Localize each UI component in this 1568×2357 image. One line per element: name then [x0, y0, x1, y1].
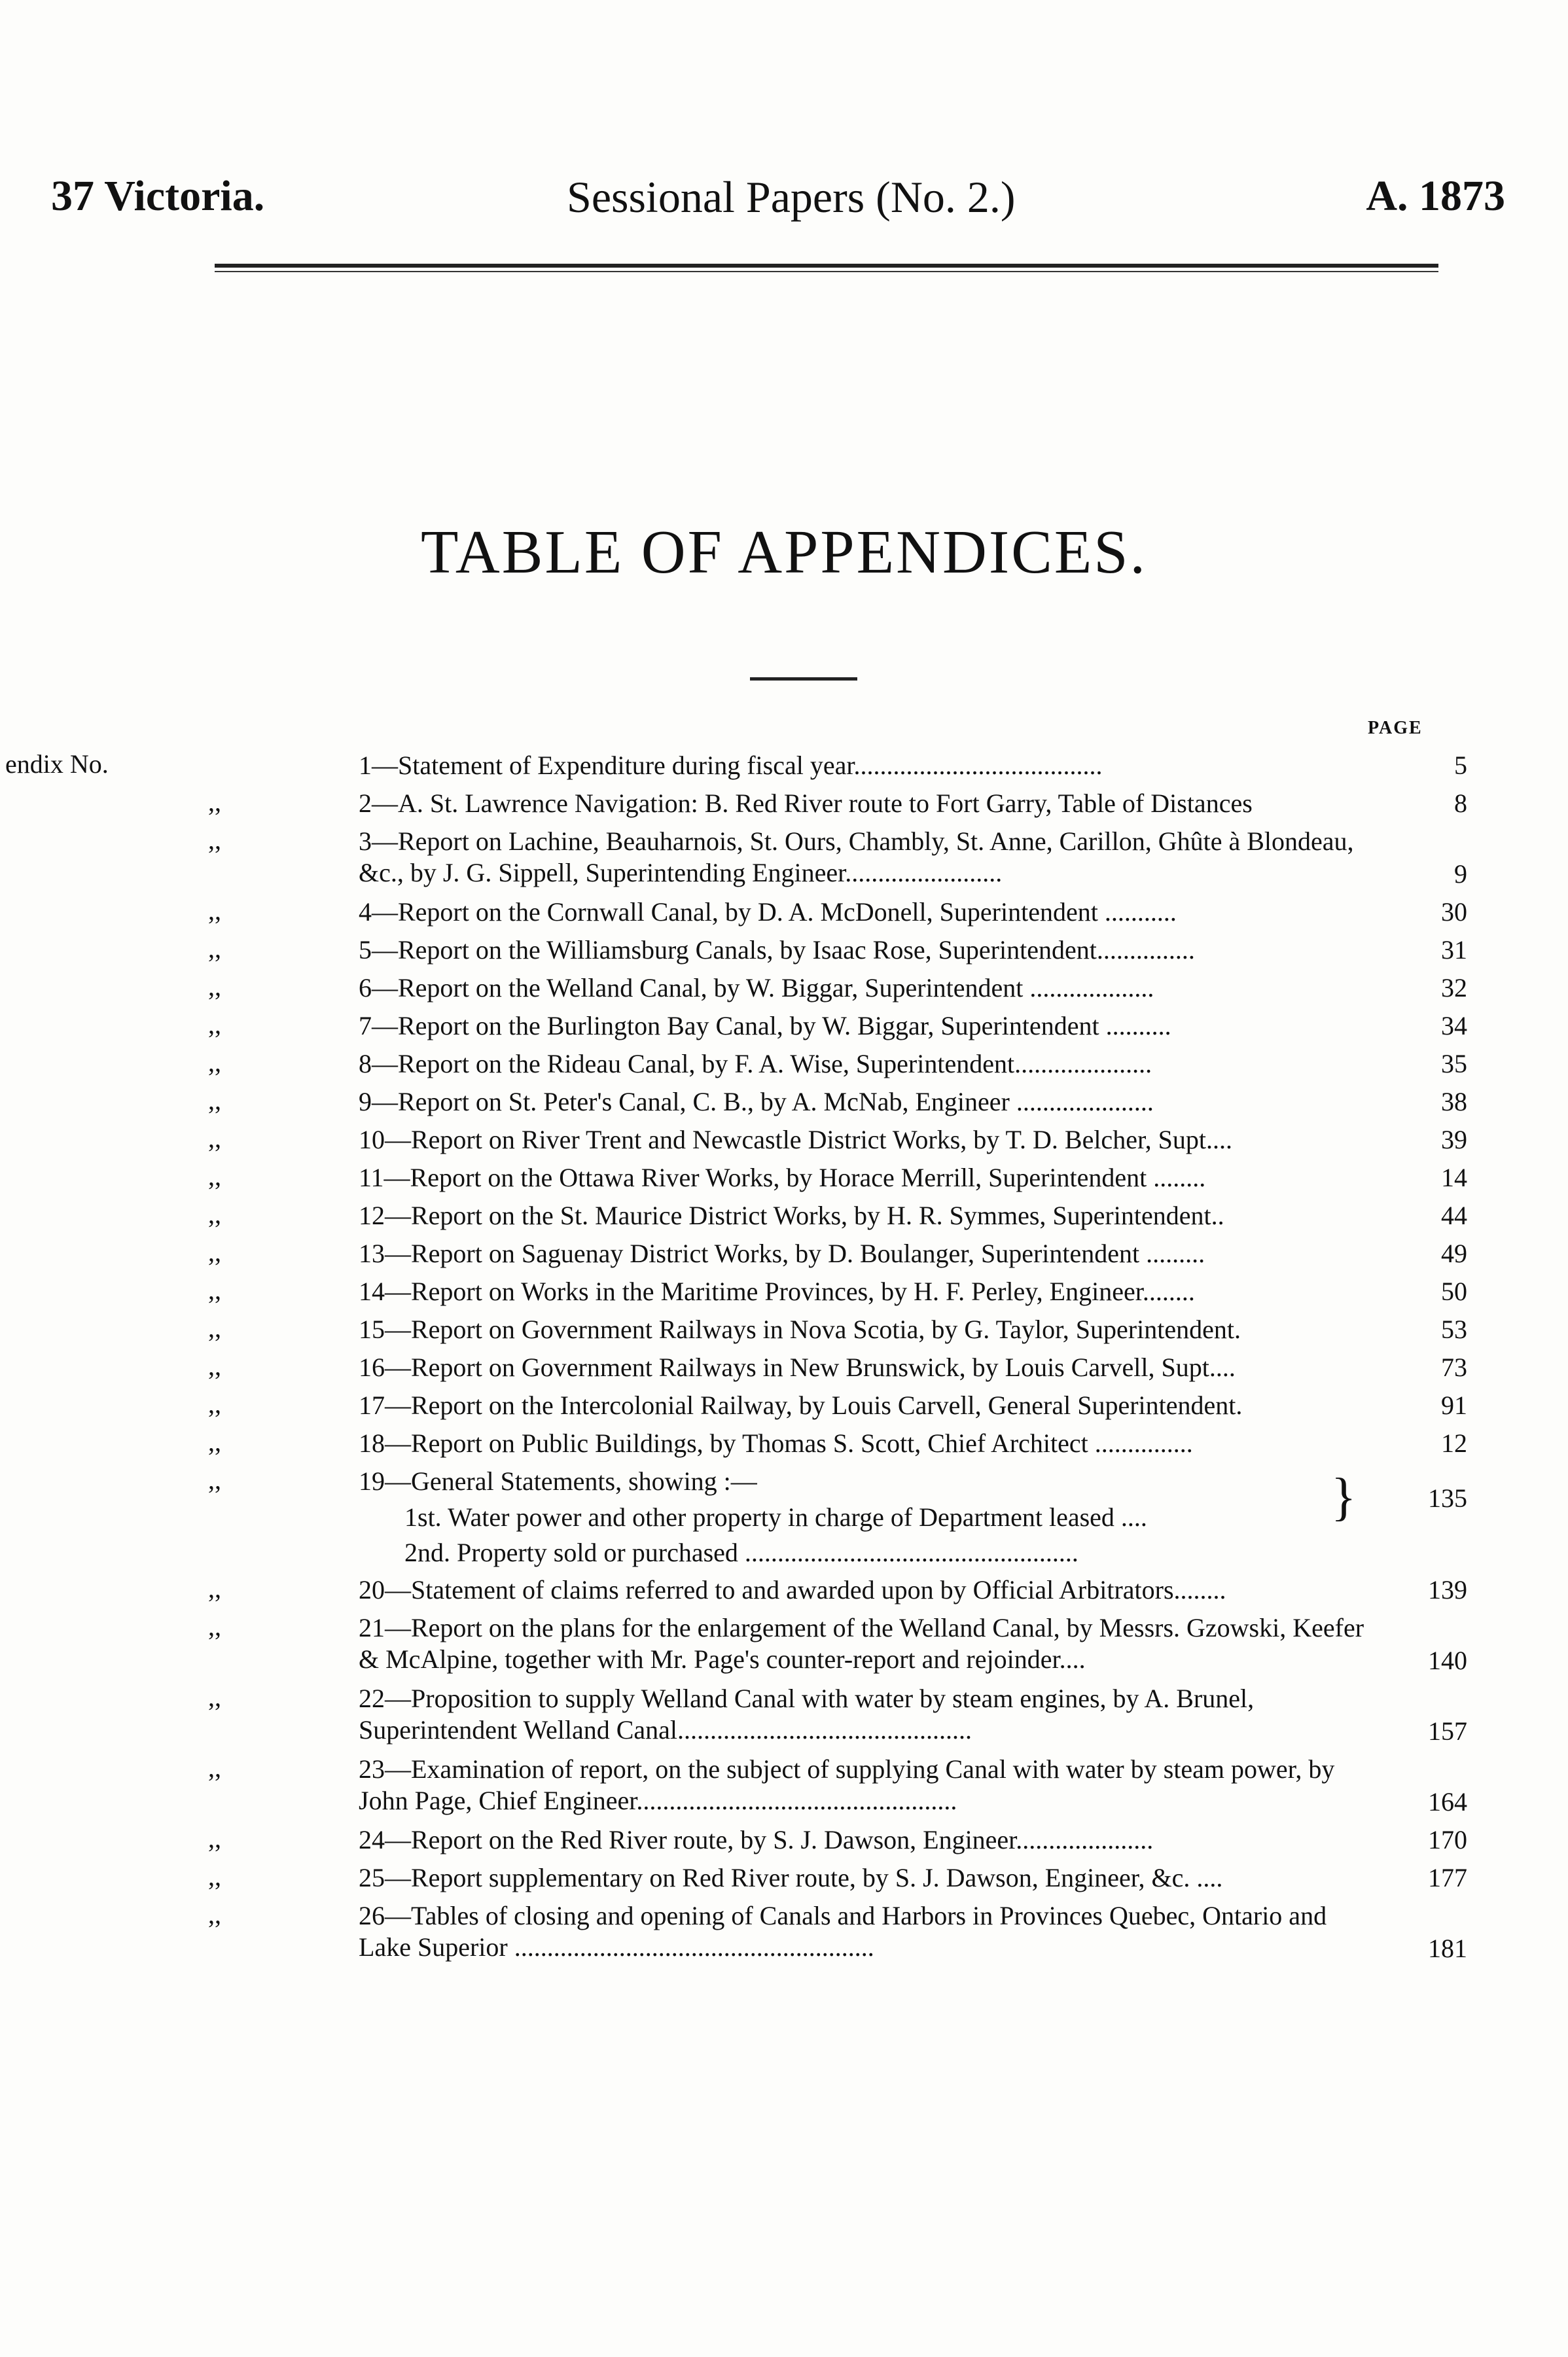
- entry-text: 19—General Statements, showing :—: [359, 1466, 757, 1496]
- appendix-entry: [0, 1196, 1568, 1234]
- ditto-mark: ,,: [208, 1682, 221, 1712]
- entry-page: 32: [1441, 973, 1467, 1002]
- entry-text: 3—Report on Lachine, Beauharnois, St. Ours, Chambly, St. Anne, Carillon, Ghûte à Blondeau, &c., by J. G. Sippell, Superintending Engineer........................: [359, 826, 1354, 887]
- entry-page: 38: [1441, 1087, 1467, 1116]
- entry-page: 34: [1441, 1011, 1467, 1040]
- appendix-entry: [0, 746, 1568, 784]
- entry-page: 53: [1441, 1315, 1467, 1344]
- entry-text: 6—Report on the Welland Canal, by W. Biggar, Superintendent ...................: [359, 973, 1154, 1002]
- header-rule: [215, 264, 1438, 268]
- entry-text: 10—Report on River Trent and Newcastle District Works, by T. D. Belcher, Supt....: [359, 1125, 1233, 1154]
- entry-page: 12: [1441, 1428, 1467, 1458]
- ditto-mark: ,,: [208, 1086, 221, 1115]
- entry-text: 1—Statement of Expenditure during fiscal year......................................: [359, 751, 1103, 780]
- entry-page: 181: [1428, 1934, 1467, 1963]
- header-papers: Sessional Papers (No. 2.): [567, 172, 1016, 222]
- entry-text: 12—Report on the St. Maurice District Works, by H. R. Symmes, Superintendent..: [359, 1201, 1224, 1230]
- ditto-mark: ,,: [208, 1313, 221, 1343]
- ditto-mark: ,,: [208, 825, 221, 855]
- ditto-mark: ,,: [208, 1427, 221, 1457]
- appendix-prefix: endix No.: [5, 749, 109, 779]
- ditto-mark: ,,: [208, 1900, 221, 1929]
- entry-page: 39: [1441, 1125, 1467, 1154]
- entry-page: 49: [1441, 1239, 1467, 1268]
- appendix-entry: [0, 1858, 1568, 1896]
- appendix-entry: [0, 1158, 1568, 1196]
- ditto-mark: ,,: [208, 1574, 221, 1603]
- sub-entries-page: 135: [1428, 1483, 1467, 1513]
- appendix-entry: [0, 1570, 1568, 1608]
- appendix-entry: [0, 1386, 1568, 1424]
- header-year: A. 1873: [1366, 172, 1505, 220]
- appendix-list: [0, 746, 1568, 1967]
- appendix-entry: [0, 1750, 1568, 1820]
- entry-text: 16—Report on Government Railways in New Brunswick, by Louis Carvell, Supt....: [359, 1353, 1236, 1382]
- page-header: [0, 171, 1568, 230]
- entry-page: 50: [1441, 1277, 1467, 1306]
- appendix-entry: [0, 1082, 1568, 1120]
- appendix-entry: [0, 968, 1568, 1006]
- entry-page: 14: [1441, 1163, 1467, 1192]
- entry-page: 139: [1428, 1575, 1467, 1604]
- page-column-label: PAGE: [1368, 718, 1423, 738]
- entry-text: 20—Statement of claims referred to and awarded upon by Official Arbitrators........: [359, 1575, 1226, 1604]
- entry-text: 24—Report on the Red River route, by S. J. Dawson, Engineer.....................: [359, 1825, 1154, 1854]
- ditto-mark: ,,: [208, 972, 221, 1001]
- entry-page: 31: [1441, 935, 1467, 965]
- entry-text: 15—Report on Government Railways in Nova Scotia, by G. Taylor, Superintendent.: [359, 1315, 1241, 1344]
- entry-text: 14—Report on Works in the Maritime Provinces, by H. F. Perley, Engineer........: [359, 1277, 1195, 1306]
- entry-page: 91: [1441, 1391, 1467, 1420]
- appendix-entry: [0, 1896, 1568, 1967]
- entry-text: 4—Report on the Cornwall Canal, by D. A. McDonell, Superintendent ...........: [359, 897, 1177, 927]
- entry-page: 35: [1441, 1049, 1467, 1078]
- appendix-entry: [0, 1310, 1568, 1348]
- ditto-mark: ,,: [208, 1237, 221, 1267]
- entry-page: 157: [1428, 1716, 1467, 1746]
- entry-page: 9: [1454, 859, 1467, 889]
- entry-text: 5—Report on the Williamsburg Canals, by Isaac Rose, Superintendent...............: [359, 935, 1195, 965]
- ditto-mark: ,,: [208, 1824, 221, 1853]
- ditto-mark: ,,: [208, 1753, 221, 1782]
- entry-text: 17—Report on the Intercolonial Railway, by Louis Carvell, General Superintendent.: [359, 1391, 1243, 1420]
- ditto-mark: ,,: [208, 896, 221, 925]
- entry-text: 11—Report on the Ottawa River Works, by Horace Merrill, Superintendent ........: [359, 1163, 1206, 1192]
- page-title: TABLE OF APPENDICES.: [420, 518, 1148, 586]
- entry-page: 164: [1428, 1787, 1467, 1816]
- entry-page: 140: [1428, 1646, 1467, 1675]
- header-session: 37 Victoria.: [51, 172, 265, 220]
- appendix-entry: [0, 1044, 1568, 1082]
- entry-page: 8: [1454, 789, 1467, 818]
- entry-text: 2—A. St. Lawrence Navigation: B. Red River route to Fort Garry, Table of Distances: [359, 789, 1253, 818]
- entry-page: 170: [1428, 1825, 1467, 1854]
- ditto-mark: ,,: [208, 1351, 221, 1381]
- appendix-entry: [0, 1424, 1568, 1462]
- ditto-mark: ,,: [208, 1048, 221, 1077]
- appendix-entry: [0, 1348, 1568, 1386]
- header-rule-thin: [215, 271, 1438, 272]
- sub-entry-text: 1st. Water power and other property in charge of Department leased ....: [404, 1502, 1147, 1532]
- entry-text: 22—Proposition to supply Welland Canal with water by steam engines, by A. Brunel, Superintendent Welland Canal.............................................: [359, 1684, 1255, 1745]
- entry-text: 25—Report supplementary on Red River route, by S. J. Dawson, Engineer, &c. ....: [359, 1863, 1223, 1892]
- ditto-mark: ,,: [208, 1389, 221, 1419]
- appendix-entry: [0, 1120, 1568, 1158]
- ditto-mark: ,,: [208, 1161, 221, 1191]
- appendix-entry: [0, 784, 1568, 822]
- appendix-entry: [0, 893, 1568, 930]
- entry-text: 7—Report on the Burlington Bay Canal, by W. Biggar, Superintendent ..........: [359, 1011, 1171, 1040]
- appendix-entry: [0, 822, 1568, 893]
- sub-entries-brace: }: [1331, 1468, 1357, 1526]
- entry-text: 23—Examination of report, on the subject of supplying Canal with water by steam power, by John Page, Chief Engineer.................................................: [359, 1754, 1335, 1815]
- sub-entry: [0, 1535, 1568, 1570]
- entry-text: 8—Report on the Rideau Canal, by F. A. Wise, Superintendent.....................: [359, 1049, 1152, 1078]
- appendix-entry: [0, 1608, 1568, 1679]
- appendix-entry: [0, 1234, 1568, 1272]
- entry-page: 177: [1428, 1863, 1467, 1892]
- ditto-mark: ,,: [208, 1465, 221, 1495]
- entry-page: 44: [1441, 1201, 1467, 1230]
- appendix-entry: [0, 930, 1568, 968]
- ditto-mark: ,,: [208, 1275, 221, 1305]
- ditto-mark: ,,: [208, 1010, 221, 1039]
- appendix-entry: [0, 1679, 1568, 1750]
- ditto-mark: ,,: [208, 1862, 221, 1891]
- sub-entry-text: 2nd. Property sold or purchased ...................................................: [404, 1538, 1078, 1567]
- ditto-mark: ,,: [208, 1124, 221, 1153]
- ditto-mark: ,,: [208, 1612, 221, 1641]
- entry-text: 13—Report on Saguenay District Works, by D. Boulanger, Superintendent .........: [359, 1239, 1205, 1268]
- entry-text: 9—Report on St. Peter's Canal, C. B., by A. McNab, Engineer .....................: [359, 1087, 1154, 1116]
- ditto-mark: ,,: [208, 934, 221, 963]
- entry-page: 5: [1454, 751, 1467, 780]
- entry-text: 21—Report on the plans for the enlargement of the Welland Canal, by Messrs. Gzowski, Keefer & McAlpine, together with Mr. Page's counter-report and rejoinder....: [359, 1613, 1364, 1674]
- appendix-entry: [0, 1006, 1568, 1044]
- appendix-entry: [0, 1272, 1568, 1310]
- entry-page: 30: [1441, 897, 1467, 927]
- entry-page: 73: [1441, 1353, 1467, 1382]
- title-divider: [750, 677, 857, 681]
- entry-text: 18—Report on Public Buildings, by Thomas S. Scott, Chief Architect ...............: [359, 1428, 1193, 1458]
- ditto-mark: ,,: [208, 1199, 221, 1229]
- ditto-mark: ,,: [208, 787, 221, 817]
- entry-text: 26—Tables of closing and opening of Canals and Harbors in Provinces Quebec, Ontario and Lake Superior .......................................................: [359, 1901, 1327, 1962]
- appendix-entry: [0, 1820, 1568, 1858]
